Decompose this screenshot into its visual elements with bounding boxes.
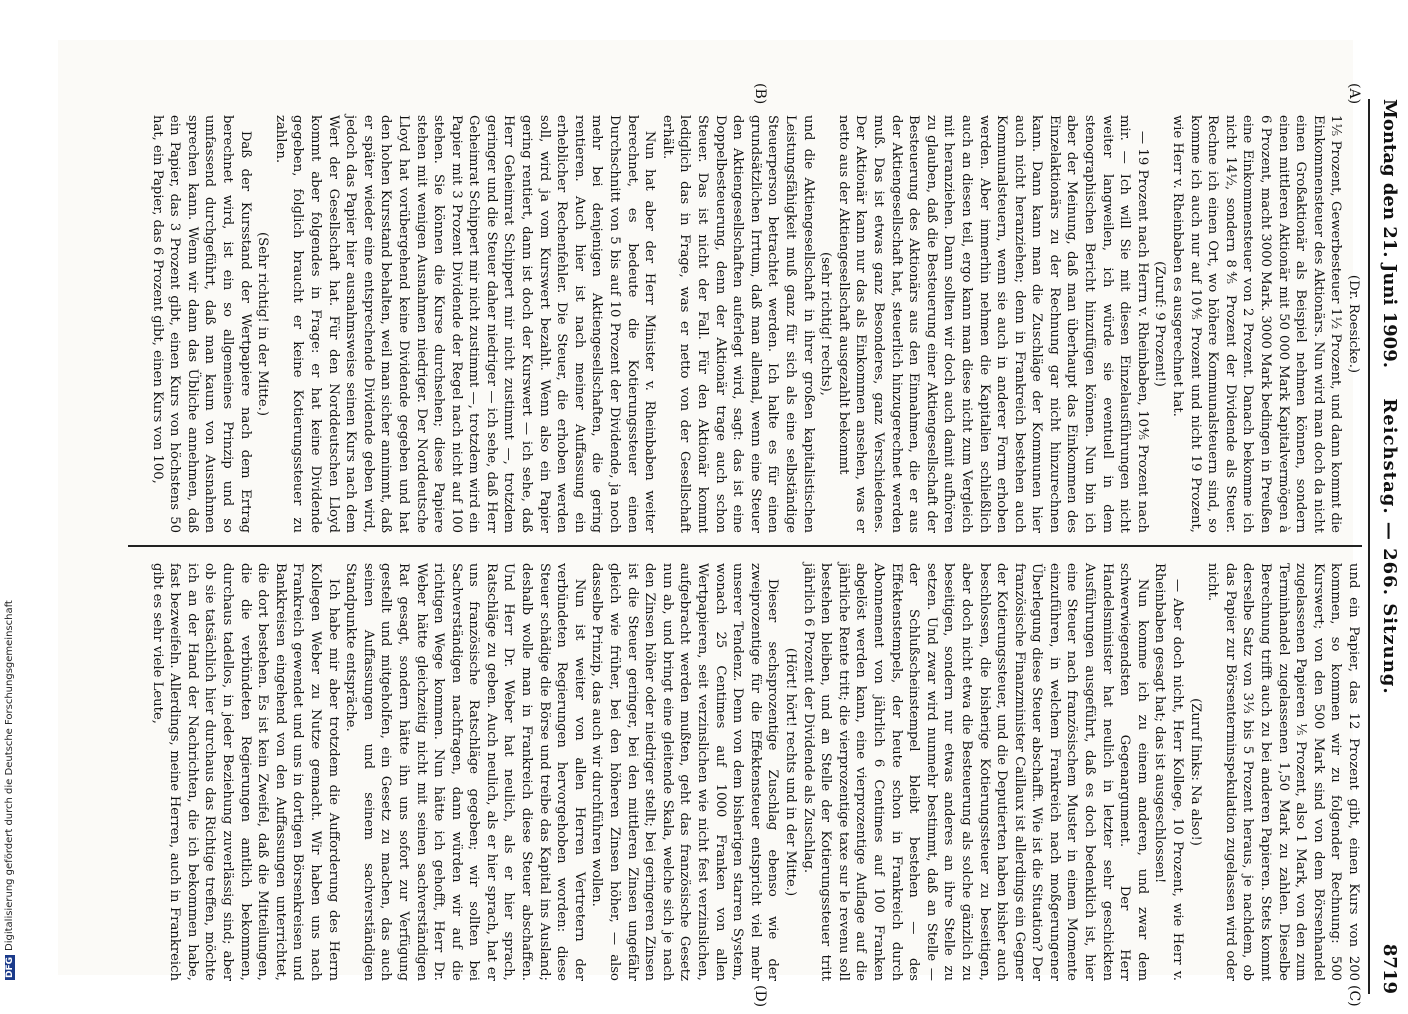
scanned-page — [58, 40, 1400, 1008]
header-date: Montag den 21. Juni 1909. — [1379, 99, 1400, 368]
page-content — [118, 79, 1408, 1014]
left-column — [128, 115, 1362, 533]
paragraph: Dieser sechsprozentige Zuschlag ebenso wie der zweiprozentige für die Effektensteuer entspricht viel mehr unserer Tendenz. Denn von dem bisherigen starren System, wonach 25 Centimes auf 1000 Franken von allen Wertpapieren, seit verzinslichen wie nicht fest verzinslichen, aufgebracht werden mußten, geht das französische Gesetz nun ab, und bringt eine gleitende Skala, welche sich je nach den Zinsen höher oder niedriger stellt; bei geringeren Zinsen ist die Steuer geringer, bei den mittleren Zinsen ungefähr gleich wie früher, bei den höheren Zinsen höher, — also dasselbe Prinzip, das auch wir durchführen wollen. — [589, 563, 781, 981]
paragraph: und die Aktiengesellschaft in ihrer großen kapitalistischen Leistungsfähigkeit muß ganz für sich als eine selbständige Steuerperson betrachtet werden. Ich halte es für einen grundsätzlichen Irrtum, daß man allemal, wenn eine Steuer den Aktiengesellschaften auferlegt wird, sagt: das ist eine Doppelbesteuerung, denn der Aktionär trage auch schon Steuer. Das ist nicht der Fall. Für den Aktionär kommt lediglich das in Frage, was er netto von der Gesellschaft erhält. — [659, 115, 816, 533]
margin-letter-c: (C) — [1346, 985, 1362, 1007]
margin-letter-a: (A) — [1346, 83, 1362, 105]
funding-note: Digitalisierung gefördert durch die Deutsche Forschungsgemeinschaft — [4, 600, 15, 951]
right-column — [128, 563, 1362, 981]
margin-letter-d: (D) — [752, 985, 768, 1008]
paragraph: — 19 Prozent nach Herrn v. Rheinbaben, 10⅘ Prozent nach mir. — Ich will Sie mit diesen Einzelausführungen nicht weiter langweilen, ich würde sie eventuell in dem stenographischen Bericht hinzufügen können. Nun bin ich aber der Meinung, daß man überhaupt das Einkommen des Einzelaktionärs zu der Rechnung gar nicht hinzurechnen kann. Dann kann man die Zuschläge der Kommunen hier auch nicht heranziehen; denn in Frankreich bestehen auch Kommunalsteuern, wenn sie auch in anderer Form erhoben werden. Aber immerhin nehmen die Kapitalien schließlich auch an diesen teil, ergo kann man diese nicht zum Vergleich mit heranziehen. Dann sollten wir doch auch damit aufhören zu glauben, daß die Besteuerung einer Aktiengesellschaft der Besteuerung des Aktionärs aus den Einnahmen, die er aus der Aktiengesellschaft hat, steuerlich hinzugerechnet werden muß. Das ist etwas ganz Besonderes, ganz Verschiedenes. Der Aktionär kann nur das als Einkommen ansehen, was er netto aus der Aktiengesellschaft ausgezahlt bekommt — [835, 115, 1150, 533]
paragraph: Nun ist weiter von allen Herren Vertretern der verbündeten Regierungen hervorgehoben worden: diese Steuer schädige die Börse und treibe das Kapital ins Ausland; deshalb wolle man in Frankreich diese Steuer abschaffen. Und Herr Dr. Weber hat neulich, als er hier sprach, Ratschläge zu geben. Auch neulich, als er hier sprach, hat er uns französische Ratschläge gegeben; wir sollten bei Sachverständigen nachfragen, dann würden wir auf die richtigen Wege kommen. Nun hätte ich gehofft, Herr Dr. Weber hätte gleichzeitig nicht mit seinen sachverständigen Rat gesagt, sondern hätte ihn uns sofort zur Verfügung gestellt und mitgeholfen, ein Gesetz zu machen, das auch seinen Auffassungen und seinem sachverständigen Standpunkte entspräche. — [343, 563, 587, 981]
interjection: (Hört! hört! rechts und in der Mitte.) — [783, 647, 798, 897]
page-header — [1370, 99, 1400, 994]
header-title: Reichstag. — 266. Sitzung. — [1379, 398, 1400, 695]
paragraph: — Aber doch nicht, Herr Kollege, 10 Prozent, wie Herr v. Rheinbaben gesagt hat; das ist ausgeschlossen! — [1152, 563, 1186, 981]
paragraph: 1⅟₅ Prozent, Gewerbesteuer 1½ Prozent, und dann kommt die Einkommensteuer des Aktionärs. Nun wird man doch da nicht einen Großaktionär als Beispiel nehmen können, sondern einen mittleren Aktionär mit 50 000 Mark Kapitalvermögen à 6 Prozent, macht 3000 Mark. 3000 Mark bedingen in Preußen eine Einkommensteuer von 2 Prozent. Danach bekomme ich nicht 14½, sondern 8⅘ Prozent der Dividende als Steuer. Rechne ich einen Ort, wo höhere Kommunalsteuern sind, so komme ich auch nur auf 10⅘ Prozent und nicht 19 Prozent, wie Herr v. Rheinbaben es ausgerechnet hat. — [1170, 115, 1344, 533]
paragraph: Daß der Kursstand der Wertpapiere nach dem Ertrag berechnet wird, ist ein so allgemeines Prinzip und so umfassend durchgeführt, daß man kaum von Ausnahmen sprechen kann. Wenn wir dann das Übliche annehmen, daß ein Papier, das 3 Prozent gibt, einen Kurs von höchstens 50 hat, ein Papier, das 6 Prozent gibt, einen Kurs von 100, — [149, 115, 253, 533]
funding-footer — [4, 560, 18, 980]
paragraph: Ich habe mir aber trotzdem die Aufforderung des Herrn Kollegen Weber zu Nutze gemacht. Wir haben uns nach Frankreich gewendet und uns in dortigen Börsenkreisen und Bankkreisen eingehend von den Auffassungen unterrichtet, die dort bestehen. Es ist kein Zweifel, daß die Mitteilungen, die die verbündeten Regierungen amtlich bekommen, durchaus tadellos, in jeder Beziehung zuverlässig sind; aber ob sie tatsächlich hier durchaus das Richtige treffen, möchte ich an der Hand der Nachrichten, die ich bekommen habe, fast bezweifeln. Allerdings, meine Herren, auch in Frankreich gibt es sehr viele Leute, — [149, 563, 341, 981]
rotated-page — [118, 79, 1408, 1014]
interjection: (Zuruf links: Na also!) — [1187, 698, 1203, 846]
column-separator — [128, 545, 1362, 547]
page-number: 8719 — [1379, 943, 1400, 994]
interjection: (sehr richtig! rechts), — [818, 252, 834, 396]
speaker-name: (Dr. Roesicke.) — [1346, 274, 1361, 374]
header-rule — [1368, 99, 1370, 994]
dfg-logo: DFG — [5, 956, 15, 978]
paragraph: Nun hat aber der Herr Minister v. Rheinbaben weiter berechnet, es bedeute die Kotierungssteuer einen Durchschnitt von 5 bis auf 10 Prozent der Dividende, ja noch mehr bei denjenigen Aktiengesellschaften, die gering rentieren. Auch hier ist nach meiner Auffassung ein erheblicher Rechenfehler. Die Steuer, die erhoben werden soll, wird ja vom Kurswert bezahlt. Wenn also ein Papier gering rentiert, dann ist doch der Kurswert — ich sehe, daß Herr Geheimrat Schippert mir nicht zustimmt —, trotzdem geringer und die Steuer daher niedriger — ich sehe, daß Herr Geheimrat Schippert mir nicht zustimmt —, trotzdem wird ein Papier mit 3 Prozent Dividende der Regel nach nicht auf 100 stehen. Sie können die Kurse durchsehen; diese Papiere stehen mit wenigen Ausnahmen niedriger. Der Norddeutsche Lloyd hat vorübergehend keine Dividende gegeben und hat den hohen Kursstand behalten, weil man sicher annimmt, daß er später wieder eine entsprechende Dividende geben wird, jedoch das Papier hier ausnahmsweise seinen Kurs nach dem Wert der Gesellschaft hat. Für den Norddeutschen Lloyd kommt aber folgendes in Frage: er hat keine Dividende gegeben, folglich braucht er keine Kotierungssteuer zu zahlen. — [272, 115, 658, 533]
interjection: (Sehr richtig! in der Mitte.) — [255, 232, 271, 416]
interjection: (Zuruf: 9 Prozent!) — [1152, 261, 1168, 387]
margin-letter-b: (B) — [752, 83, 768, 105]
paragraph: Nun komme ich zu einem anderen, und zwar dem schwerwiegendsten Gegenargument. Der Herr Handelsminister hat neulich in letzter sehr geschickten Ausführungen ausgeführt, daß es doch bedenklich ist, hier eine Steuer nach französischem Muster in einem Momente einzuführen, in welchem Frankreich nach moßgerungener Überlegung diese Steuer abschafft. Wie ist die Situation? Der französische Finanzminister Caillaux ist allerdings ein Gegner der Kotierungssteuer, und die Deputierten haben bisher auch beschlossen, die bisherige Kotierungssteuer zu beseitigen, aber doch nicht etwa die Besteuerung als solche gänzlich zu beseitigen, sondern nur etwas anderes an ihre Stelle zu setzen. Und zwar wird nunmehr bestimmt, daß an Stelle — der Schlußscheinstempel bleibt bestehen — des Effektenstempels, der heute schon in Frankreich durch Abonnement von jährlich 6 Centimes auf 100 Franken abgelöst werden kann, eine vierprozentige Auflage auf die jährliche Rente tritt; die vierprozentige taxe sur le revenu soll bestehen bleiben, und an Stelle der Kotierungssteuer tritt jährlich 6 Prozent der Dividende als Zuschlag. — [800, 563, 1150, 981]
paragraph: und ein Papier, das 12 Prozent gibt, einen Kurs von 200 kommen, so kommen wir zu folgender Rechnung: 500 Kurswert; von den 500 Mark sind von dem Börsenhandel zugelassenen Papieren ⅕ Prozent, also 1 Mark, von den zum Terminhandel zugelassenen 1,50 Mark zu zahlen. Dieselbe Berechnung trifft auch zu bei anderen Papieren. Stets kommt derselbe Satz von 3⅓ bis 5 Prozent heraus, je nachdem, ob das Papier zur Börsenterminspekulation zugelassen wird oder nicht. — [1205, 563, 1361, 981]
